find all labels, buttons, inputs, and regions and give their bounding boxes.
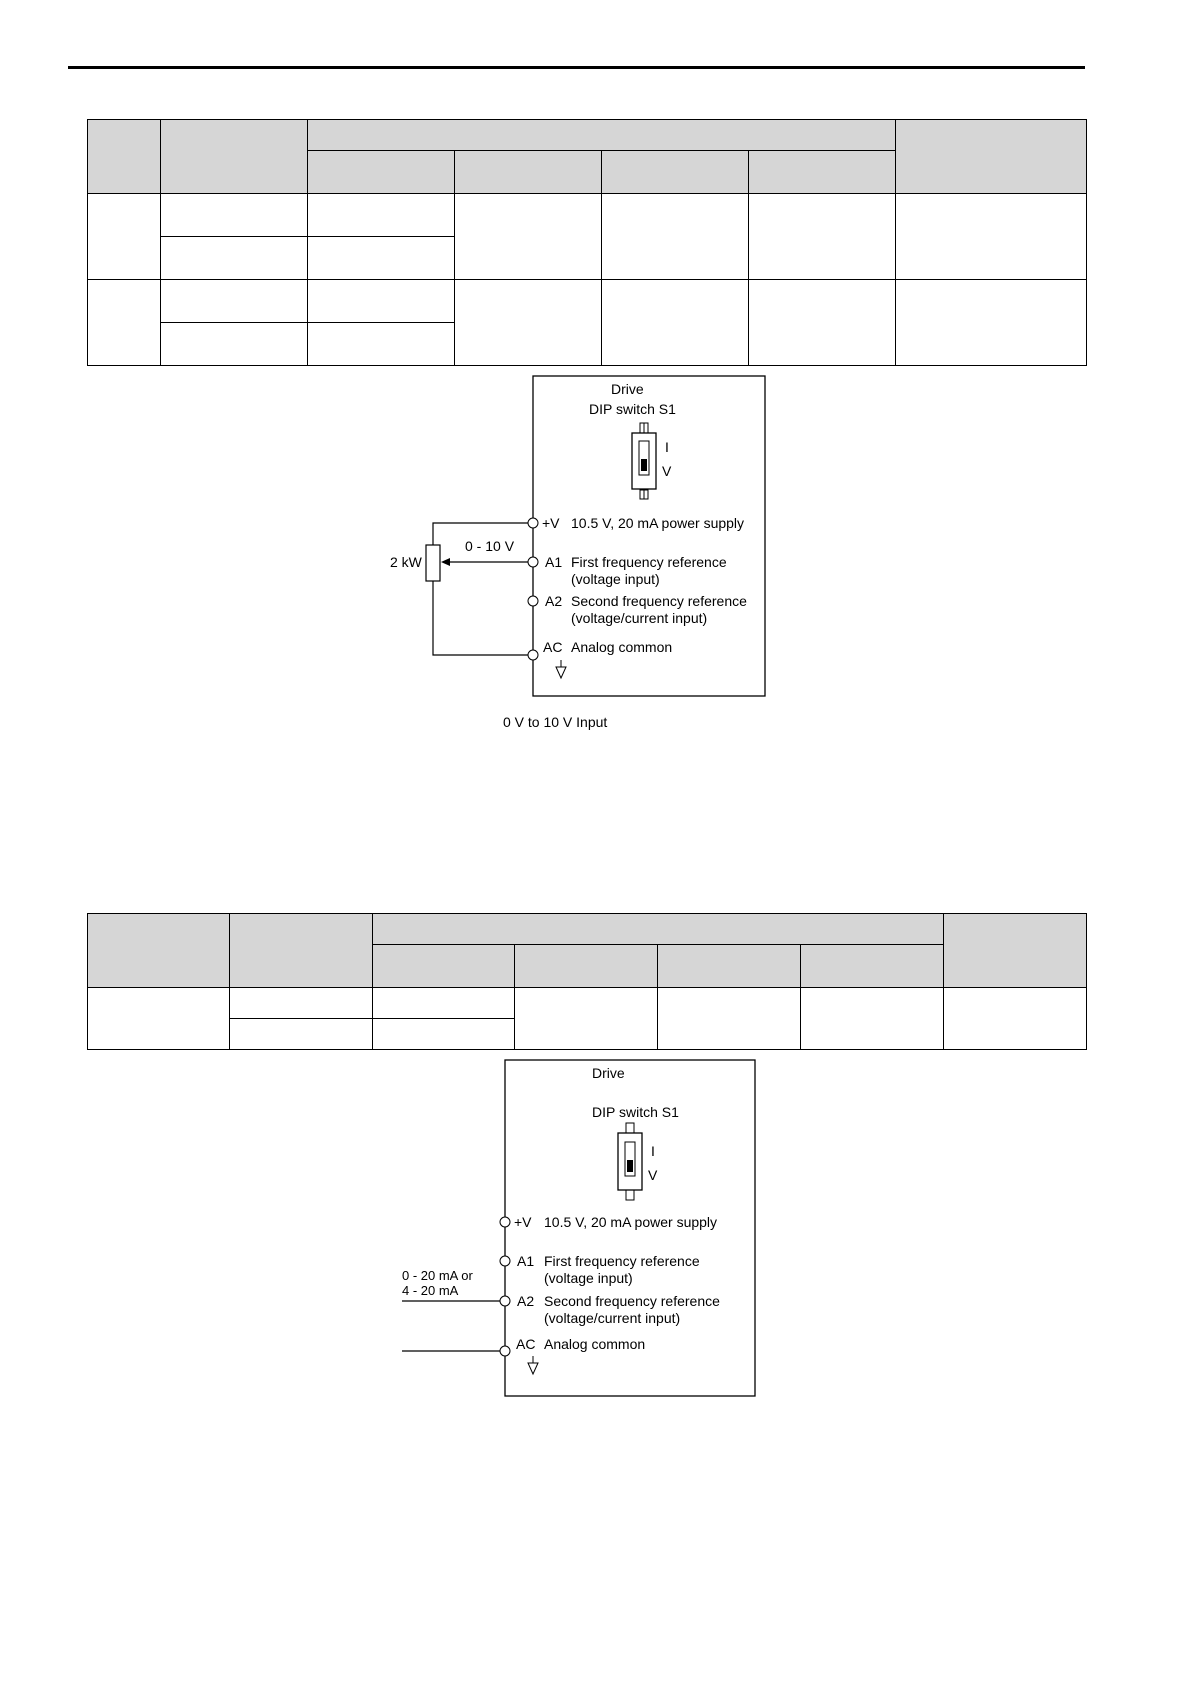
settings-table-2 <box>87 913 1087 1050</box>
dip-switch-icon <box>632 423 656 499</box>
switch-v-label: V <box>648 1167 658 1183</box>
table-cell <box>88 988 230 1050</box>
table-cell <box>373 988 515 1019</box>
a1-desc-2: (voltage input) <box>571 571 660 587</box>
table-cell <box>602 194 749 280</box>
header-cell <box>230 914 373 988</box>
header-cell <box>801 945 944 988</box>
table-cell <box>749 280 896 366</box>
a2-desc: Second frequency reference <box>571 593 747 609</box>
header-cell <box>749 151 896 194</box>
table-cell <box>801 988 944 1050</box>
table-cell <box>161 323 308 366</box>
input-label-2: 4 - 20 mA <box>402 1283 459 1298</box>
ac-code: AC <box>543 639 563 655</box>
ac-code: AC <box>516 1336 536 1352</box>
table-cell <box>515 988 658 1050</box>
table-cell <box>944 988 1087 1050</box>
a1-desc: First frequency reference <box>571 554 727 570</box>
pv-code: +V <box>542 515 560 531</box>
table-cell <box>161 237 308 280</box>
header-cell <box>658 945 801 988</box>
table-cell <box>161 280 308 323</box>
a1-code: A1 <box>545 554 563 570</box>
potentiometer <box>426 523 528 655</box>
ac-terminal <box>500 1336 645 1356</box>
a1-terminal <box>528 554 727 587</box>
a2-code: A2 <box>545 593 563 609</box>
table-cell <box>455 194 602 280</box>
settings-table-1 <box>87 119 1087 366</box>
header-group-cell <box>308 120 896 151</box>
table-cell <box>896 194 1087 280</box>
header-cell <box>161 120 308 194</box>
drive-label: Drive <box>611 381 644 397</box>
table-cell <box>88 194 161 280</box>
ac-desc: Analog common <box>544 1336 646 1352</box>
table-cell <box>230 1019 373 1050</box>
a2-desc: Second frequency reference <box>544 1293 720 1309</box>
header-cell <box>896 120 1087 194</box>
ground-icon <box>528 1356 538 1374</box>
header-cell <box>602 151 749 194</box>
a1-desc: First frequency reference <box>544 1253 700 1269</box>
ground-icon <box>556 660 566 678</box>
dip-switch-label: DIP switch S1 <box>589 401 676 417</box>
pot-label: 2 kW <box>390 554 422 570</box>
drive-label: Drive <box>592 1065 625 1081</box>
diagram1-caption: 0 V to 10 V Input <box>503 714 608 730</box>
pv-terminal <box>500 1214 717 1230</box>
table-cell <box>88 280 161 366</box>
dip-switch-label: DIP switch S1 <box>592 1104 679 1120</box>
drive-box <box>505 1060 755 1396</box>
table-cell <box>308 237 455 280</box>
a2-desc-2: (voltage/current input) <box>544 1310 681 1326</box>
pv-terminal <box>528 515 744 531</box>
switch-i-label: I <box>651 1143 655 1159</box>
header-cell <box>455 151 602 194</box>
switch-v-label: V <box>662 463 672 479</box>
ac-terminal <box>528 639 672 660</box>
a1-code: A1 <box>517 1253 535 1269</box>
pv-desc: 10.5 V, 20 mA power supply <box>544 1214 718 1230</box>
table-row <box>88 988 1087 1019</box>
table-row <box>88 194 1087 237</box>
table-cell <box>308 194 455 237</box>
dip-switch-icon <box>618 1123 642 1200</box>
table-cell <box>230 988 373 1019</box>
table-cell <box>658 988 801 1050</box>
table-cell <box>602 280 749 366</box>
header-cell <box>944 914 1087 988</box>
table-cell <box>896 280 1087 366</box>
header-cell <box>373 945 515 988</box>
switch-i-label: I <box>665 439 669 455</box>
table-cell <box>373 1019 515 1050</box>
table-cell <box>161 194 308 237</box>
pv-code: +V <box>514 1214 532 1230</box>
a2-code: A2 <box>517 1293 535 1309</box>
a2-terminal <box>528 593 747 626</box>
table-cell <box>749 194 896 280</box>
table-cell <box>308 280 455 323</box>
table-cell <box>308 323 455 366</box>
a2-desc-2: (voltage/current input) <box>571 610 708 626</box>
a1-terminal <box>500 1253 700 1286</box>
range-label: 0 - 10 V <box>465 538 515 554</box>
ac-desc: Analog common <box>571 639 673 655</box>
table-cell <box>455 280 602 366</box>
header-cell <box>88 914 230 988</box>
header-cell <box>88 120 161 194</box>
header-cell <box>515 945 658 988</box>
a2-terminal <box>500 1293 720 1326</box>
pv-desc: 10.5 V, 20 mA power supply <box>571 515 745 531</box>
drive-box <box>533 376 765 696</box>
a1-desc-2: (voltage input) <box>544 1270 633 1286</box>
header-cell <box>308 151 455 194</box>
table-row <box>88 280 1087 323</box>
header-rule <box>68 66 1085 69</box>
input-label-1: 0 - 20 mA or <box>402 1268 473 1283</box>
header-group-cell <box>373 914 944 945</box>
